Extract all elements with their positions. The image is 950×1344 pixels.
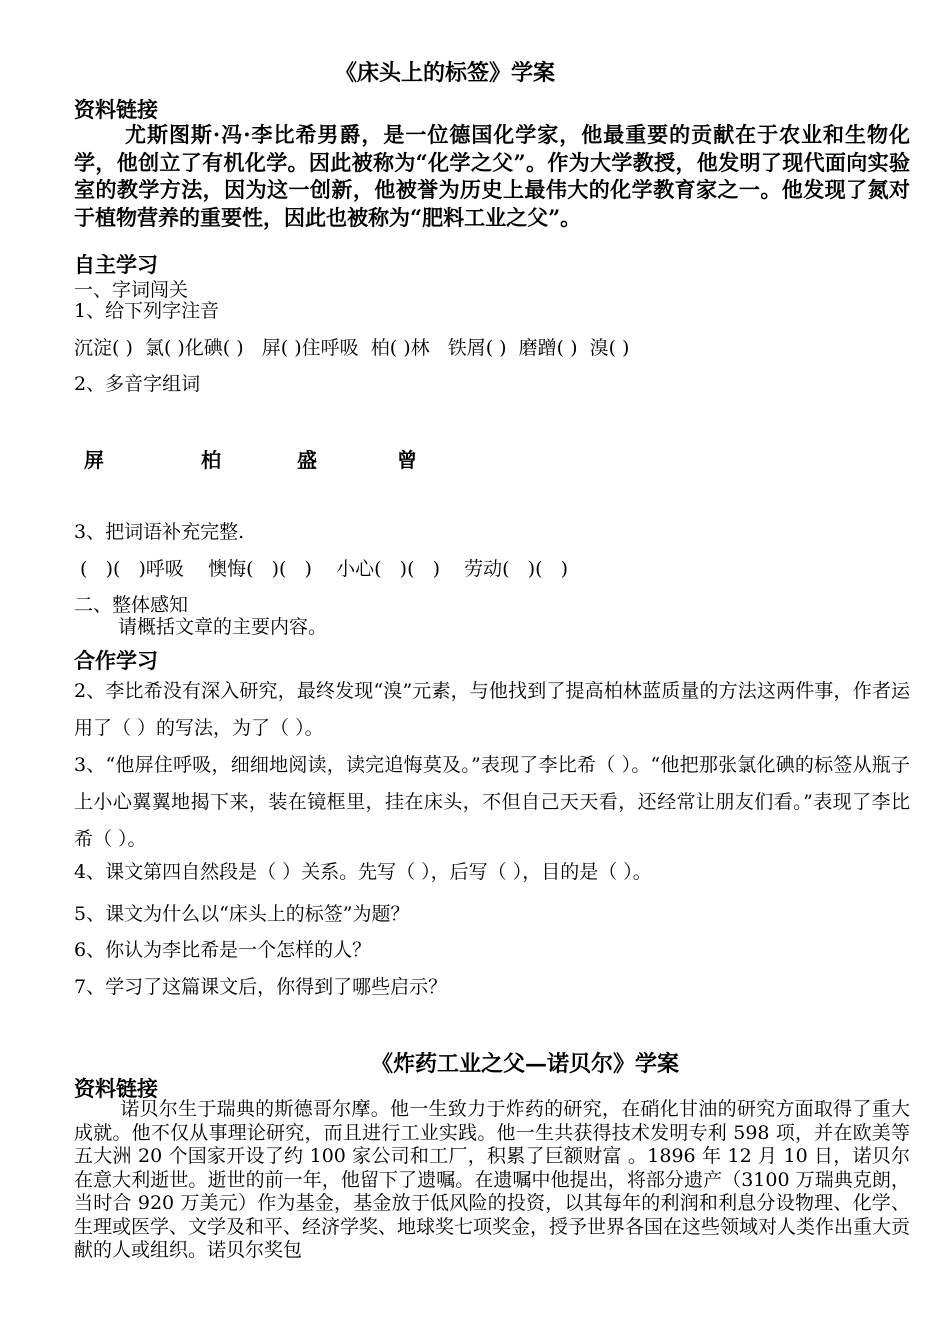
coop-q2: 2、李比希没有深入研究，最终发现“溴”元素，与他找到了提高柏林蓝质量的方法这两件事，作者运用了（ ）的写法，为了（ ）。 xyxy=(74,680,910,739)
self-study-heading: 自主学习 xyxy=(74,252,158,277)
doc1-materials-text xyxy=(74,121,910,231)
doc1-materials-body: 尤斯图斯·冯·李比希男爵，是一位德国化学家，他最重要的贡献在于农业和生物化学，他创立了有机化学。因此被称为“化学之父”。作为大学教授，他发明了现代面向实验室的教学方法，因为这一创新，他被誉为历史上最伟大的化学教育家之一。他发现了氮对于植物营养的重要性，因此也被称为“肥料工业之父”。 xyxy=(74,122,910,230)
doc1-title: 《床头上的标签》学案 xyxy=(334,60,555,86)
coop-q7: 7、学习了这篇课文后，你得到了哪些启示？ xyxy=(74,976,448,998)
polyphone-item: 盛 xyxy=(297,448,317,472)
part2-task: 请概括文章的主要内容。 xyxy=(118,616,328,638)
q1-title: 1、给下列字注音 xyxy=(74,300,220,322)
polyphone-item: 屏 xyxy=(84,448,104,472)
q3-title: 3、把词语补充完整. xyxy=(74,521,245,543)
doc2-title: 《炸药工业之父—诺贝尔》学案 xyxy=(370,1051,679,1077)
coop-q3: 3、“他屏住呼吸，细细地阅读，读完追悔莫及。”表现了李比希（ ）。“他把那张氯化碘的标签从瓶子上小心翼翼地揭下来，装在镜框里，挂在床头，不但自己天天看，还经常让朋友们看。”表现了李比希（ ）。 xyxy=(74,754,910,850)
q3-items: ( )( )呼吸 懊悔( )( ) 小心( )( ) 劳动( )( ) xyxy=(74,558,569,580)
doc1-materials-heading: 资料链接 xyxy=(74,97,158,122)
polyphone-item: 曾 xyxy=(397,448,417,472)
doc2-materials-body: 诺贝尔生于瑞典的斯德哥尔摩。他一生致力于炸药的研究，在硝化甘油的研究方面取得了重大成就。他不仅从事理论研究，而且进行工业实践。他一生共获得技术发明专利 598 项，并在欧美等五大洲 20 个国家开设了约 100 家公司和工厂，积累了巨额财富 。1896 年 12 月 10 日，诺贝尔在意大利逝世。逝世的前一年，他留下了遗嘱。在遗嘱中他提出，将部分遗产（3100 万瑞典克朗，当时合 920 万美元）作为基金，基金放于低风险的投资，以其每年的利润和利息分设物理、化学、生理或医学、文学及和平、经济学奖、地球奖七项奖金，授予世界各国在这些领域对人类作出重大贡献的人或组织。诺贝尔奖包 xyxy=(74,1098,910,1261)
coop-q6: 6、你认为李比希是一个怎样的人？ xyxy=(74,939,372,961)
polyphone-item: 柏 xyxy=(201,448,221,472)
doc2-materials-heading: 资料链接 xyxy=(74,1076,158,1101)
part1-title: 一、字词闯关 xyxy=(74,279,189,301)
part2-title: 二、整体感知 xyxy=(74,594,189,616)
q2-title: 2、多音字组词 xyxy=(74,373,201,395)
coop-heading: 合作学习 xyxy=(74,648,158,673)
coop-q5: 5、课文为什么以“床头上的标签”为题？ xyxy=(74,903,410,925)
doc2-materials-text xyxy=(74,1098,910,1263)
q1-items: 沉淀( ) 氯( )化碘( ) 屏( )住呼吸 柏( )林 铁屑( ) 磨蹭( ) 溴( ) xyxy=(74,337,630,359)
coop-q4: 4、课文第四自然段是（ ）关系。先写（ ），后写（ ），目的是（ ）。 xyxy=(74,861,652,883)
